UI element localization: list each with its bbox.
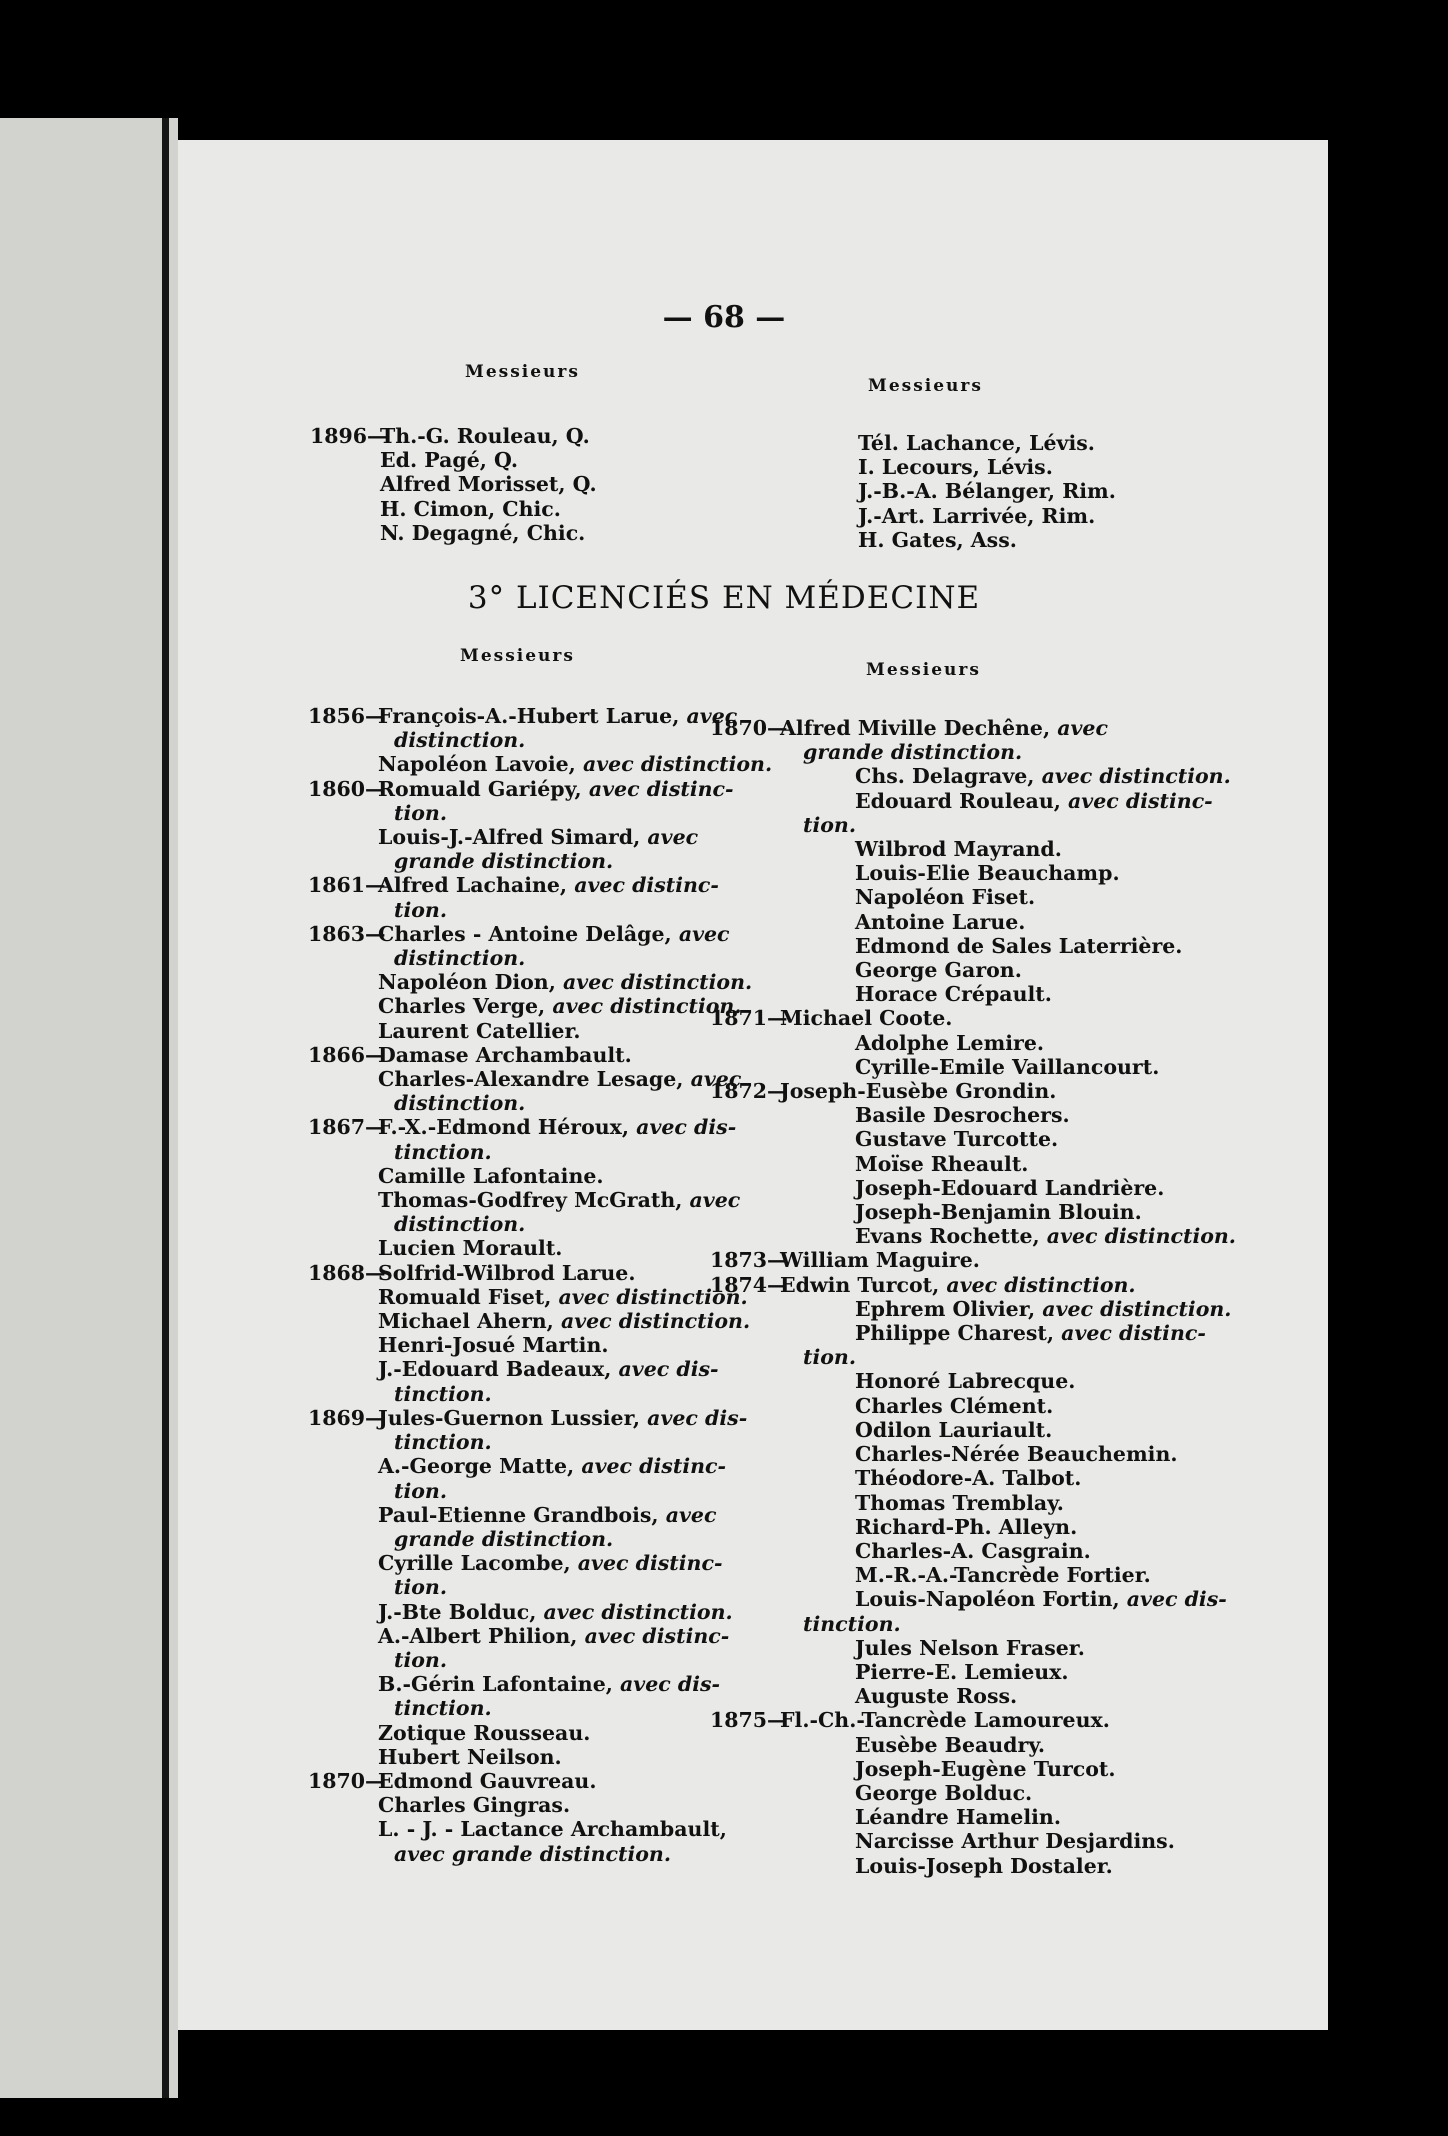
list-item <box>785 1636 1236 1660</box>
list-item <box>310 448 597 472</box>
list-item <box>785 1733 1236 1757</box>
entry-name: Richard-Ph. Alleyn. <box>855 1514 1078 1539</box>
entry-name: Evans Rochette, <box>855 1224 1040 1249</box>
entry-name: Antoine Larue. <box>855 909 1026 934</box>
list-item <box>308 1164 772 1188</box>
list-item <box>785 1200 1236 1224</box>
entry-distinction: avec distinc- <box>1060 788 1213 813</box>
list-item <box>785 1684 1236 1708</box>
list-item <box>308 1357 772 1381</box>
page-number: — 68 — <box>662 300 786 335</box>
entry-distinction: tinction. <box>803 1611 901 1636</box>
entry-name: Wilbrod Mayrand. <box>855 837 1062 862</box>
list-item <box>308 1140 772 1164</box>
entry-distinction: avec <box>682 1188 741 1213</box>
entry-distinction: tinction. <box>394 1139 492 1164</box>
entry-distinction: distinction. <box>394 728 526 753</box>
list-item <box>785 1321 1236 1345</box>
list-item <box>308 801 772 825</box>
list-item <box>785 1757 1236 1781</box>
entry-name: Edouard Rouleau, <box>855 788 1061 813</box>
list-item <box>785 1031 1236 1055</box>
list-item <box>785 1491 1236 1515</box>
entry-distinction: avec distinction. <box>1039 1224 1236 1249</box>
entry-name: Louis-Elie Beauchamp. <box>855 861 1120 886</box>
list-item <box>308 1696 772 1720</box>
list-item <box>308 1019 772 1043</box>
list-item <box>785 1152 1236 1176</box>
entry-name: Edwin Turcot, <box>780 1272 940 1297</box>
entry-distinction: avec grande distinction. <box>394 1841 671 1866</box>
entry-name: Gustave Turcotte. <box>855 1127 1059 1152</box>
entry-name: Romuald Fiset, <box>378 1284 552 1309</box>
entry-distinction: avec distinction. <box>545 994 742 1019</box>
top-left-list <box>310 424 597 545</box>
entry-year: 1870— <box>710 716 788 740</box>
list-item <box>785 1369 1236 1393</box>
entry-name: Charles Verge, <box>378 994 546 1019</box>
list-item <box>308 1503 772 1527</box>
list-item <box>785 1127 1236 1151</box>
entry-distinction: avec distinc- <box>1054 1321 1206 1346</box>
list-item <box>308 1454 772 1478</box>
entry-name: Basile Desrochers. <box>855 1103 1070 1128</box>
entry-name: Cyrille-Emile Vaillancourt. <box>855 1054 1160 1079</box>
section-title: 3° LICENCIÉS EN MÉDECINE <box>467 580 981 616</box>
entry-name: Louis-Napoléon Fortin, <box>855 1587 1120 1612</box>
entry-distinction: avec dis- <box>612 1672 721 1697</box>
entry-distinction: avec dis- <box>629 1115 737 1140</box>
entry-distinction: avec distinction. <box>1035 1296 1232 1321</box>
entry-name: Ed. Pagé, Q. <box>380 448 519 473</box>
entry-name: Jules Nelson Fraser. <box>855 1635 1085 1660</box>
entry-name: Michael Coote. <box>780 1006 953 1031</box>
entry-distinction: avec distinction. <box>1034 764 1231 789</box>
list-item <box>785 885 1236 909</box>
entry-name: J.-Edouard Badeaux, <box>378 1357 612 1382</box>
list-item <box>785 789 1236 813</box>
entry-year: 1872— <box>710 1079 788 1104</box>
entry-name: Tél. Lachance, Lévis. <box>858 431 1095 455</box>
entry-name: Narcisse Arthur Desjardins. <box>855 1829 1175 1854</box>
list-item <box>308 1236 772 1260</box>
list-item <box>308 728 772 752</box>
entry-distinction: distinction. <box>394 1212 526 1237</box>
entry-distinction: tinction. <box>394 1696 492 1721</box>
entry-name: Damase Archambault. <box>378 1042 632 1067</box>
entry-distinction: avec distinction. <box>551 1284 748 1309</box>
list-item <box>308 825 772 849</box>
entry-name: Eusèbe Beaudry. <box>855 1732 1046 1757</box>
entry-distinction: tion. <box>394 897 447 922</box>
list-item <box>308 1793 772 1817</box>
list-item <box>308 1672 772 1696</box>
list-item <box>308 898 772 922</box>
entry-distinction: avec distinction. <box>553 1309 751 1334</box>
entry-name: Joseph-Benjamin Blouin. <box>855 1200 1142 1225</box>
list-item <box>785 1805 1236 1829</box>
entry-name: Romuald Gariépy, <box>378 776 582 801</box>
entry-name: Jules-Guernon Lussier, <box>378 1405 641 1430</box>
entry-distinction: avec <box>658 1502 717 1527</box>
list-item <box>308 1842 772 1866</box>
list-item <box>785 1394 1236 1418</box>
list-item <box>308 1333 772 1357</box>
list-item <box>785 1660 1236 1684</box>
list-item <box>785 1612 1236 1636</box>
entry-name: François-A.-Hubert Larue, <box>378 704 680 728</box>
entry-name: N. Degagné, Chic. <box>380 520 586 545</box>
list-item <box>308 1212 772 1236</box>
list-item <box>785 740 1236 764</box>
entry-name: Joseph-Eugène Turcot. <box>855 1756 1116 1781</box>
list-item <box>710 1079 1236 1103</box>
list-item <box>785 1539 1236 1563</box>
book-gutter <box>162 118 169 2098</box>
entry-year: 1873— <box>710 1248 788 1273</box>
entry-name: Charles-Alexandre Lesage, <box>378 1067 684 1092</box>
entry-name: Alfred Miville Dechêne, <box>780 716 1051 740</box>
entry-name: Charles-Nérée Beauchemin. <box>855 1442 1178 1467</box>
entry-name: Philippe Charest, <box>855 1321 1055 1346</box>
list-item <box>308 1091 772 1115</box>
list-item <box>308 1115 772 1139</box>
entry-name: Edmond Gauvreau. <box>378 1768 597 1793</box>
entry-year: 1870— <box>308 1768 386 1793</box>
list-item <box>785 1515 1236 1539</box>
entry-distinction: avec <box>1050 716 1108 740</box>
entry-name: Théodore-A. Talbot. <box>855 1466 1082 1491</box>
list-item <box>308 1479 772 1503</box>
entry-name: Charles Gingras. <box>378 1793 571 1818</box>
entry-distinction: grande distinction. <box>394 849 614 874</box>
entry-name: J.-Art. Larrivée, Rim. <box>858 503 1096 528</box>
entry-distinction: tion. <box>394 1478 447 1503</box>
left-page-edge <box>0 118 178 2098</box>
entry-name: Hubert Neilson. <box>378 1744 562 1769</box>
entry-name: Auguste Ross. <box>855 1684 1018 1709</box>
list-item <box>308 777 772 801</box>
entry-name: I. Lecours, Lévis. <box>858 455 1053 480</box>
list-item <box>785 1297 1236 1321</box>
entry-name: Henri-Josué Martin. <box>378 1333 609 1358</box>
entry-distinction: tion. <box>803 812 856 837</box>
entry-name: Pierre-E. Lemieux. <box>855 1659 1069 1684</box>
entry-distinction: avec <box>679 704 738 728</box>
entry-name: M.-R.-A.-Tancrède Fortier. <box>855 1563 1151 1588</box>
entry-distinction: avec distinction. <box>555 970 753 995</box>
main-right-list <box>710 716 1236 1878</box>
list-item <box>785 910 1236 934</box>
entry-name: Ephrem Olivier, <box>855 1296 1036 1321</box>
list-item <box>785 1418 1236 1442</box>
entry-name: Thomas-Godfrey McGrath, <box>378 1188 683 1213</box>
top-right-list <box>788 431 1116 552</box>
main-left-header: Messieurs <box>460 646 575 666</box>
entry-name: Louis-Joseph Dostaler. <box>855 1853 1113 1878</box>
entry-distinction: tion. <box>394 1575 447 1600</box>
entry-name: Camille Lafontaine. <box>378 1163 604 1188</box>
entry-name: Charles Clément. <box>855 1393 1054 1418</box>
entry-year: 1861— <box>308 873 386 898</box>
entry-distinction: tinction. <box>394 1381 492 1406</box>
list-item <box>308 994 772 1018</box>
entry-name: J.-Bte Bolduc, <box>378 1599 537 1624</box>
entry-name: Léandre Hamelin. <box>855 1805 1061 1830</box>
entry-distinction: tinction. <box>394 1430 492 1455</box>
entry-year: 1871— <box>710 1006 788 1031</box>
list-item <box>785 982 1236 1006</box>
list-item <box>308 1067 772 1091</box>
list-item <box>308 1648 772 1672</box>
entry-distinction: avec <box>683 1067 742 1092</box>
list-item <box>308 1309 772 1333</box>
list-item <box>710 1006 1236 1030</box>
list-item <box>308 849 772 873</box>
list-item <box>788 479 1116 503</box>
entry-name: Charles-A. Casgrain. <box>855 1538 1091 1563</box>
entry-name: Adolphe Lemire. <box>855 1030 1045 1055</box>
entry-name: A.-Albert Philion, <box>378 1623 578 1648</box>
entry-distinction: avec dis- <box>611 1357 719 1382</box>
entry-distinction: grande distinction. <box>394 1526 614 1551</box>
list-item <box>308 1551 772 1575</box>
entry-name: Joseph-Eusèbe Grondin. <box>780 1079 1057 1104</box>
entry-year: 1856— <box>308 704 386 728</box>
list-item <box>785 1466 1236 1490</box>
list-item <box>785 1854 1236 1878</box>
entry-distinction: avec distinction. <box>536 1599 733 1624</box>
list-item <box>785 813 1236 837</box>
entry-year: 1860— <box>308 776 386 801</box>
entry-name: Napoléon Lavoie, <box>378 752 576 777</box>
entry-distinction: avec distinc- <box>570 1551 723 1576</box>
list-item <box>308 1430 772 1454</box>
list-item <box>710 1708 1236 1732</box>
list-item <box>308 704 772 728</box>
list-item <box>308 1624 772 1648</box>
entry-name: Fl.-Ch.-Tancrède Lamoureux. <box>780 1708 1110 1733</box>
entry-name: Horace Crépault. <box>855 982 1052 1007</box>
entry-name: Moïse Rheault. <box>855 1151 1029 1176</box>
list-item <box>785 1563 1236 1587</box>
list-item <box>785 1055 1236 1079</box>
entry-distinction: distinction. <box>394 946 526 971</box>
entry-distinction: avec distinc- <box>567 873 719 898</box>
entry-distinction: avec distinc- <box>581 776 734 801</box>
list-item <box>308 1261 772 1285</box>
entry-name: Cyrille Lacombe, <box>378 1551 571 1576</box>
list-item <box>310 497 597 521</box>
list-item <box>785 1103 1236 1127</box>
entry-year: 1869— <box>308 1405 386 1430</box>
list-item <box>308 873 772 897</box>
entry-name: George Garon. <box>855 958 1022 983</box>
entry-name: H. Cimon, Chic. <box>380 496 561 521</box>
list-item <box>785 861 1236 885</box>
main-right-header: Messieurs <box>866 660 981 680</box>
list-item <box>710 716 1236 740</box>
list-item <box>308 1575 772 1599</box>
entry-distinction: tion. <box>394 1647 447 1672</box>
entry-distinction: tion. <box>394 800 447 825</box>
entry-name: H. Gates, Ass. <box>858 527 1017 552</box>
list-item <box>785 837 1236 861</box>
list-item <box>710 1248 1236 1272</box>
entry-name: Solfrid-Wilbrod Larue. <box>378 1260 636 1285</box>
list-item <box>308 1382 772 1406</box>
list-item <box>785 764 1236 788</box>
list-item <box>788 455 1116 479</box>
entry-distinction: avec distinction. <box>575 752 773 777</box>
entry-name: Chs. Delagrave, <box>855 764 1035 789</box>
entry-name: Napoléon Fiset. <box>855 885 1036 910</box>
entry-distinction: avec distinction. <box>939 1272 1136 1297</box>
list-item <box>788 431 1116 455</box>
entry-distinction: avec distinc- <box>577 1623 730 1648</box>
entry-name: Odilon Lauriault. <box>855 1417 1053 1442</box>
entry-name: F.-X.-Edmond Héroux, <box>378 1115 630 1140</box>
entry-name: George Bolduc. <box>855 1780 1033 1805</box>
list-item <box>310 521 597 545</box>
list-item <box>308 1769 772 1793</box>
entry-name: Michael Ahern, <box>378 1309 554 1334</box>
entry-name: Napoléon Dion, <box>378 970 556 995</box>
list-item <box>785 1442 1236 1466</box>
entry-name: B.-Gérin Lafontaine, <box>378 1672 613 1697</box>
entry-name: Lucien Morault. <box>378 1236 563 1261</box>
list-item <box>308 1721 772 1745</box>
list-item <box>785 1345 1236 1369</box>
entry-year: 1866— <box>308 1042 386 1067</box>
list-item <box>710 1273 1236 1297</box>
list-item <box>788 504 1116 528</box>
entry-distinction: avec distinc- <box>574 1454 726 1479</box>
top-right-header: Messieurs <box>868 376 983 396</box>
list-item <box>308 1527 772 1551</box>
entry-name: L. - J. - Lactance Archambault, <box>378 1817 727 1842</box>
list-item <box>308 1406 772 1430</box>
list-item <box>310 472 597 496</box>
entry-name: Thomas Tremblay. <box>855 1490 1064 1515</box>
entry-name: Edmond de Sales Laterrière. <box>855 933 1183 958</box>
entry-distinction: avec <box>640 825 699 850</box>
list-item <box>308 922 772 946</box>
entry-name: Th.-G. Rouleau, Q. <box>380 424 590 448</box>
entry-year: 1875— <box>710 1708 788 1733</box>
entry-year: 1896— <box>310 424 388 448</box>
entry-name: Laurent Catellier. <box>378 1018 581 1043</box>
entry-distinction: avec dis- <box>640 1405 748 1430</box>
list-item <box>785 1781 1236 1805</box>
entry-name: A.-George Matte, <box>378 1454 575 1479</box>
list-item <box>308 1285 772 1309</box>
list-item <box>785 958 1236 982</box>
entry-distinction: grande distinction. <box>803 740 1023 765</box>
entry-name: Zotique Rousseau. <box>378 1720 591 1745</box>
entry-year: 1867— <box>308 1115 386 1140</box>
entry-name: Paul-Etienne Grandbois, <box>378 1502 659 1527</box>
list-item <box>310 424 597 448</box>
entry-distinction: avec <box>671 921 730 946</box>
entry-distinction: distinction. <box>394 1091 526 1116</box>
entry-name: William Maguire. <box>780 1248 980 1273</box>
list-item <box>308 752 772 776</box>
list-item <box>308 1043 772 1067</box>
list-item <box>308 1188 772 1212</box>
entry-year: 1863— <box>308 921 386 946</box>
entry-name: Louis-J.-Alfred Simard, <box>378 825 641 850</box>
entry-distinction: avec dis- <box>1119 1587 1227 1612</box>
list-item <box>785 1176 1236 1200</box>
entry-name: Joseph-Edouard Landrière. <box>855 1175 1165 1200</box>
list-item <box>785 1224 1236 1248</box>
list-item <box>785 1587 1236 1611</box>
list-item <box>788 528 1116 552</box>
list-item <box>308 1745 772 1769</box>
entry-name: Honoré Labrecque. <box>855 1369 1076 1394</box>
list-item <box>785 934 1236 958</box>
list-item <box>785 1829 1236 1853</box>
entry-name: J.-B.-A. Bélanger, Rim. <box>858 479 1116 504</box>
entry-year: 1868— <box>308 1260 386 1285</box>
entry-name: Charles - Antoine Delâge, <box>378 921 672 946</box>
entry-distinction: tion. <box>803 1345 856 1370</box>
entry-name: Alfred Lachaine, <box>378 873 568 898</box>
list-item <box>308 1817 772 1841</box>
entry-year: 1874— <box>710 1272 788 1297</box>
entry-name: Alfred Morisset, Q. <box>380 472 597 497</box>
list-item <box>308 1600 772 1624</box>
list-item <box>308 946 772 970</box>
top-left-header: Messieurs <box>465 362 580 382</box>
list-item <box>308 970 772 994</box>
main-left-list <box>308 704 772 1866</box>
